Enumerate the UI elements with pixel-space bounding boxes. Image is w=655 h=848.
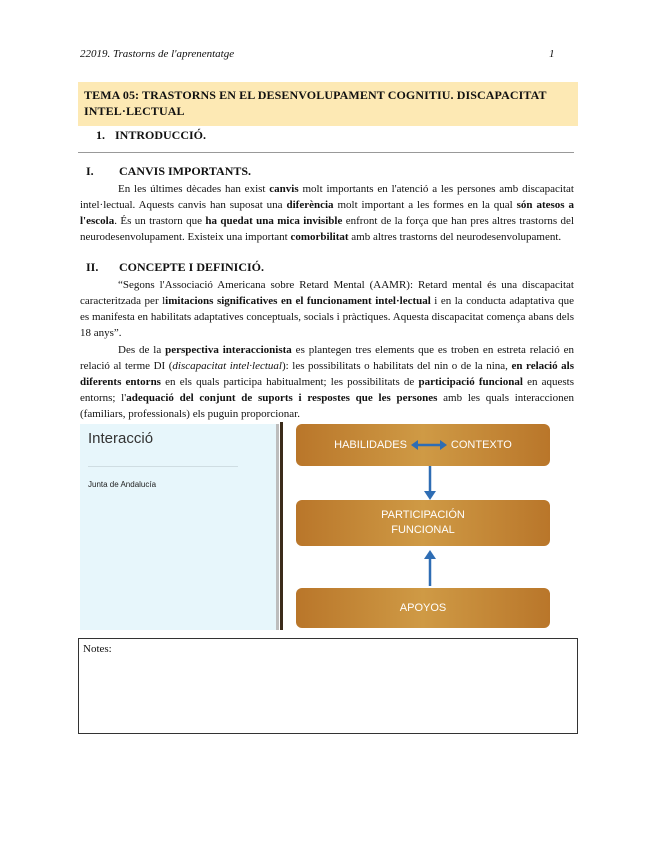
figure-caption-panel: [80, 424, 276, 630]
double-arrow-icon: [411, 438, 447, 452]
paragraph-changes: En les últimes dècades han exist canvis molt importants en l'atenció a les persones amb discapacitat intel·lectual. Aquests canvis han suposat una diferència molt important a les formes en la qual són atesos a l'escola. És un trastorn que ha quedat una mica invisible enfront de la força que han pres altres trastorns del neurodesenvolupament. Existeix una important comorbilitat amb altres trastorns del neurodesenvolupament.: [80, 183, 574, 243]
arrow-down-icon: [423, 466, 437, 500]
section-number: I.: [86, 164, 94, 178]
participation-label: PARTICIPACIÓN: [381, 509, 465, 521]
intro-number: 1.: [96, 128, 105, 142]
arrow-up-icon: [423, 550, 437, 586]
section-heading-changes: [86, 164, 251, 179]
supports-label: APOYOS: [399, 601, 447, 614]
functional-participation-box: [296, 500, 550, 546]
chapter-title: TEMA 05: TRASTORNS EN EL DESENVOLUPAMENT COGNITIU. DISCAPACITAT INTEL·LECTUAL: [78, 82, 578, 126]
paragraph-interactionist: Des de la perspectiva interaccionista es plantegen tres elements que es troben en estreta relació en relació al terme DI (discapacitat intel·lectual): les possibilitats o habilitats del nin o de la nina, en relació als diferents entorns en els quals participa habitualment; les possibilitats de participació funcional en aquests entorns; l'adequació del conjunt de suports i respostes que les persones amb les quals interaccionen (familiars, professionals) els puguin proporcionar.: [80, 344, 575, 420]
figure-source: Junta de Andalucía: [88, 480, 157, 489]
section-heading-concept: [86, 260, 264, 275]
notes-label: Notes:: [83, 643, 112, 655]
figure-separator: [276, 424, 279, 630]
section-number: II.: [86, 260, 99, 274]
section-label: CONCEPTE I DEFINICIÓ.: [119, 260, 265, 274]
functional-label: FUNCIONAL: [391, 524, 455, 536]
figure-title: Interacció: [88, 430, 154, 447]
figure-divider: [88, 466, 238, 467]
context-label: CONTEXTO: [450, 438, 512, 451]
skills-context-box: [296, 424, 550, 466]
skills-label: HABILIDADES: [334, 438, 407, 451]
notes-box[interactable]: [78, 638, 578, 734]
section-label: CANVIS IMPORTANTS.: [119, 164, 252, 178]
interaction-figure: [80, 422, 574, 630]
divider: [78, 152, 574, 153]
intro-label: INTRODUCCIÓ.: [115, 128, 207, 142]
page-number: 1: [549, 48, 555, 60]
supports-box: [296, 588, 550, 628]
intro-heading: [96, 128, 206, 143]
paragraph-definition: “Segons l'Associació Americana sobre Retard Mental (AAMR): Retard mental és una discapacitat caracteritzada per limitacions significatives en el funcionament intel·lectual i en la conducta adaptativa que es manifesta en habilitats adaptatives conceptuals, socials i pràctiques. Aquesta discapacitat comença abans dels 18 anys”.: [80, 279, 574, 339]
running-header: 22019. Trastorns de l'aprenentatge: [80, 48, 235, 60]
